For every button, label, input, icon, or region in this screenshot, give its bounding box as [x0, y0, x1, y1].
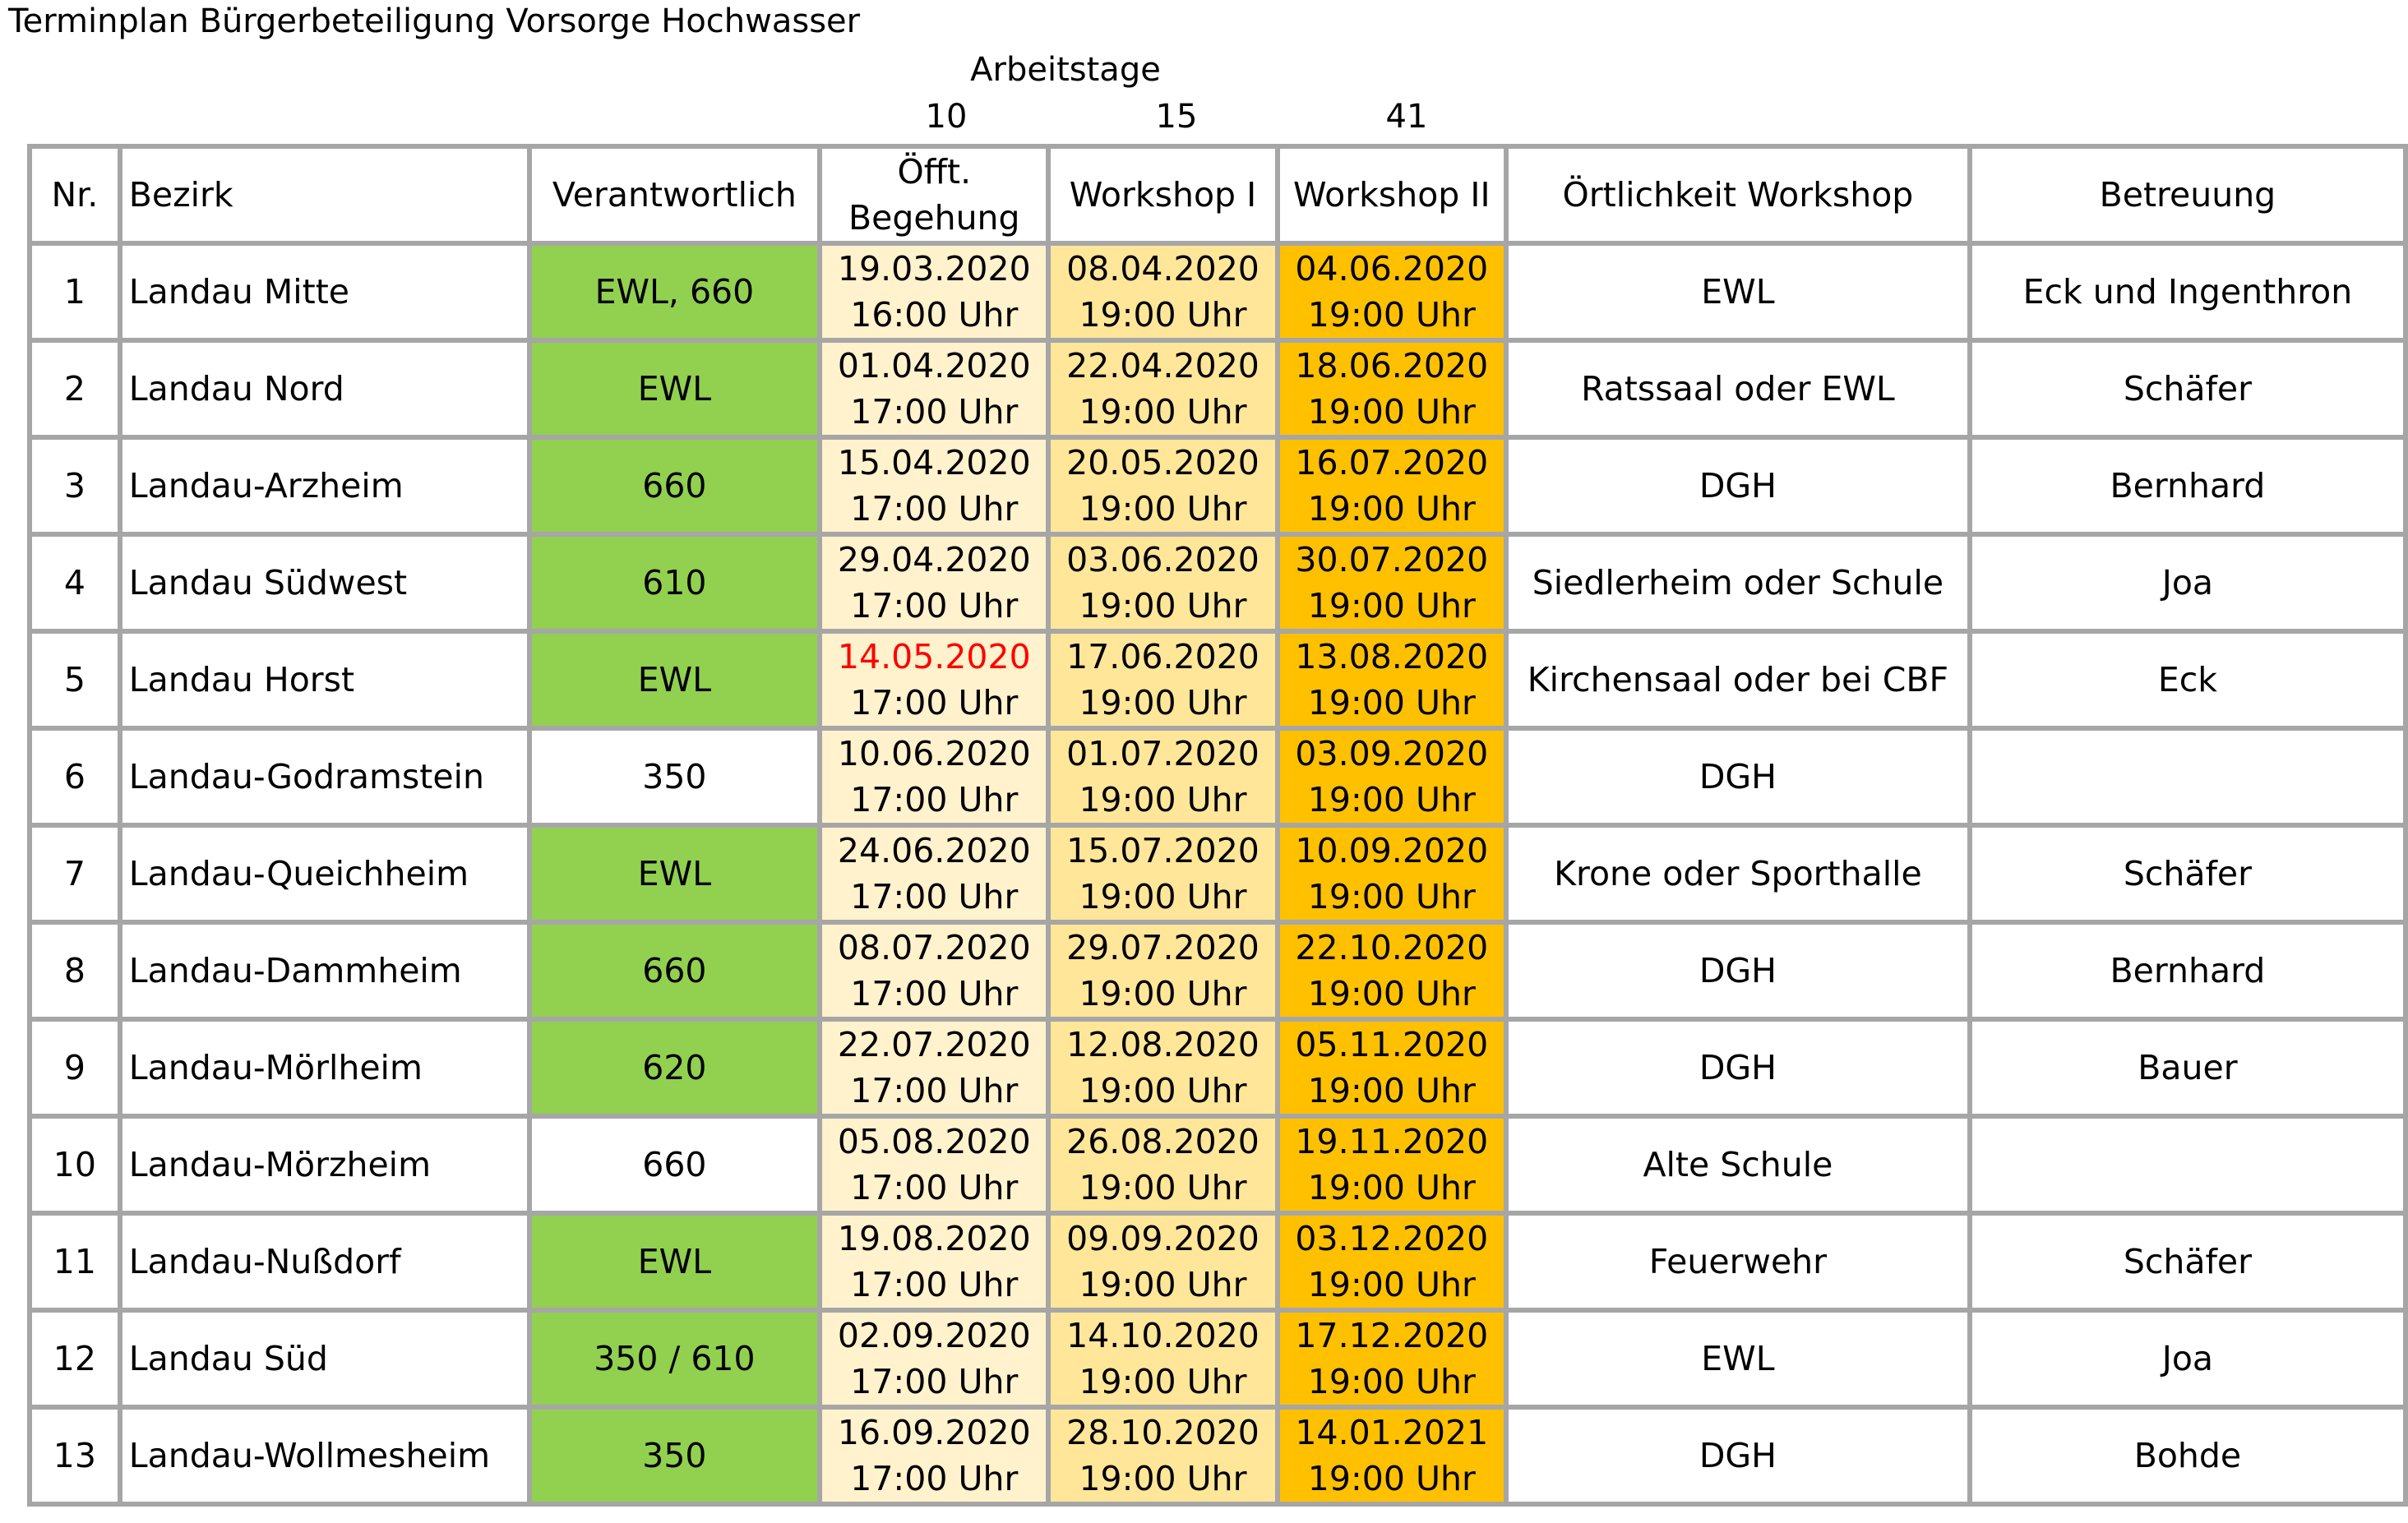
cell-workshop-1	[1048, 1019, 1277, 1116]
cell-begehung	[820, 1116, 1048, 1213]
cell-oertlichkeit: DGH	[1506, 728, 1970, 825]
cell-workshop-2	[1278, 340, 1506, 437]
table-row	[30, 631, 2406, 728]
workshop-2-date: 03.09.2020	[1295, 734, 1489, 773]
cell-verantwortlich: 610	[529, 534, 820, 631]
cell-workshop-2	[1278, 243, 1506, 340]
cell-workshop-1	[1048, 1213, 1277, 1310]
workshop-1-date: 15.07.2020	[1066, 831, 1259, 870]
cell-bezirk: Landau Horst	[120, 631, 529, 728]
table-row	[30, 340, 2406, 437]
begehung-time: 17:00 Uhr	[850, 1168, 1019, 1207]
table-row	[30, 534, 2406, 631]
begehung-date: 16.09.2020	[837, 1413, 1031, 1452]
workshop-1-time: 19:00 Uhr	[1079, 1168, 1247, 1207]
cell-bezirk: Landau Nord	[120, 340, 529, 437]
workshop-1-date: 20.05.2020	[1066, 443, 1259, 482]
cell-verantwortlich: EWL	[529, 1213, 820, 1310]
begehung-date: 19.08.2020	[837, 1219, 1031, 1258]
cell-oertlichkeit: Ratssaal oder EWL	[1506, 340, 1970, 437]
cell-bezirk: Landau-Queichheim	[120, 825, 529, 922]
cell-oertlichkeit: Krone oder Sporthalle	[1506, 825, 1970, 922]
begehung-date: 10.06.2020	[837, 734, 1031, 773]
cell-nr: 6	[30, 728, 120, 825]
workshop-1-date: 01.07.2020	[1066, 734, 1259, 773]
cell-workshop-2	[1278, 1116, 1506, 1213]
workshop-2-date: 30.07.2020	[1295, 540, 1489, 579]
begehung-time: 17:00 Uhr	[850, 683, 1019, 722]
table-row	[30, 1116, 2406, 1213]
workshop-2-date: 14.01.2021	[1295, 1413, 1489, 1452]
cell-oertlichkeit: DGH	[1506, 1407, 1970, 1504]
header-begehung-line1: Öfft.	[897, 152, 972, 192]
cell-oertlichkeit: Kirchensaal oder bei CBF	[1506, 631, 1970, 728]
page-title: Terminplan Bürgerbeteiligung Vorsorge Hochwasser	[8, 2, 861, 40]
begehung-date: 05.08.2020	[837, 1122, 1031, 1161]
cell-nr: 11	[30, 1213, 120, 1310]
workshop-2-date: 16.07.2020	[1295, 443, 1489, 482]
cell-bezirk: Landau Süd	[120, 1310, 529, 1407]
cell-begehung	[820, 1213, 1048, 1310]
workshop-2-time: 19:00 Uhr	[1307, 392, 1476, 432]
cell-bezirk: Landau Südwest	[120, 534, 529, 631]
cell-betreuung	[1970, 728, 2406, 825]
workshop-1-date: 03.06.2020	[1066, 540, 1259, 579]
cell-workshop-2	[1278, 437, 1506, 534]
arbeitstage-workshop-1: 15	[1155, 98, 1198, 136]
workshop-1-date: 22.04.2020	[1066, 346, 1259, 385]
workshop-2-date: 05.11.2020	[1295, 1025, 1489, 1064]
workshop-1-date: 14.10.2020	[1066, 1316, 1259, 1355]
begehung-date: 19.03.2020	[837, 249, 1031, 288]
cell-nr: 1	[30, 243, 120, 340]
cell-betreuung: Schäfer	[1970, 825, 2406, 922]
workshop-1-time: 19:00 Uhr	[1079, 877, 1247, 916]
cell-workshop-1	[1048, 437, 1277, 534]
begehung-time: 17:00 Uhr	[850, 1071, 1019, 1110]
cell-bezirk: Landau-Mörlheim	[120, 1019, 529, 1116]
workshop-1-date: 26.08.2020	[1066, 1122, 1259, 1161]
workshop-1-date: 28.10.2020	[1066, 1413, 1259, 1452]
begehung-date: 15.04.2020	[837, 443, 1031, 482]
header-workshop-2: Workshop II	[1278, 146, 1506, 243]
cell-nr: 5	[30, 631, 120, 728]
cell-betreuung: Eck	[1970, 631, 2406, 728]
cell-nr: 9	[30, 1019, 120, 1116]
cell-begehung	[820, 437, 1048, 534]
workshop-2-time: 19:00 Uhr	[1307, 1265, 1476, 1304]
cell-workshop-1	[1048, 631, 1277, 728]
workshop-1-time: 19:00 Uhr	[1079, 392, 1247, 432]
cell-begehung	[820, 825, 1048, 922]
header-verantwortlich: Verantwortlich	[529, 146, 820, 243]
workshop-2-time: 19:00 Uhr	[1307, 1362, 1476, 1401]
workshop-2-time: 19:00 Uhr	[1307, 974, 1476, 1013]
cell-betreuung: Bohde	[1970, 1407, 2406, 1504]
cell-workshop-1	[1048, 728, 1277, 825]
cell-verantwortlich: 660	[529, 437, 820, 534]
workshop-1-time: 19:00 Uhr	[1079, 1265, 1247, 1304]
cell-oertlichkeit: EWL	[1506, 1310, 1970, 1407]
workshop-2-date: 22.10.2020	[1295, 928, 1489, 967]
cell-bezirk: Landau Mitte	[120, 243, 529, 340]
cell-workshop-2	[1278, 728, 1506, 825]
cell-workshop-1	[1048, 1407, 1277, 1504]
begehung-time: 17:00 Uhr	[850, 392, 1019, 432]
begehung-time: 17:00 Uhr	[850, 877, 1019, 916]
cell-oertlichkeit: Alte Schule	[1506, 1116, 1970, 1213]
workshop-2-date: 17.12.2020	[1295, 1316, 1489, 1355]
cell-nr: 12	[30, 1310, 120, 1407]
cell-workshop-2	[1278, 631, 1506, 728]
arbeitstage-workshop-2: 41	[1385, 98, 1428, 136]
cell-bezirk: Landau-Godramstein	[120, 728, 529, 825]
workshop-1-time: 19:00 Uhr	[1079, 489, 1247, 528]
workshop-2-date: 04.06.2020	[1295, 249, 1489, 288]
workshop-1-date: 09.09.2020	[1066, 1219, 1259, 1258]
begehung-time: 17:00 Uhr	[850, 1362, 1019, 1401]
schedule-table	[27, 144, 2408, 1507]
cell-workshop-1	[1048, 534, 1277, 631]
header-row	[30, 146, 2406, 243]
cell-begehung	[820, 922, 1048, 1019]
cell-betreuung: Schäfer	[1970, 1213, 2406, 1310]
workshop-2-time: 19:00 Uhr	[1307, 295, 1476, 335]
workshop-1-time: 19:00 Uhr	[1079, 1071, 1247, 1110]
table-row	[30, 243, 2406, 340]
table-row	[30, 825, 2406, 922]
workshop-2-time: 19:00 Uhr	[1307, 780, 1476, 819]
cell-begehung	[820, 243, 1048, 340]
table-row	[30, 1213, 2406, 1310]
workshop-2-time: 19:00 Uhr	[1307, 877, 1476, 916]
header-nr: Nr.	[30, 146, 120, 243]
cell-oertlichkeit: DGH	[1506, 437, 1970, 534]
workshop-1-time: 19:00 Uhr	[1079, 586, 1247, 625]
cell-bezirk: Landau-Arzheim	[120, 437, 529, 534]
header-workshop-1: Workshop I	[1048, 146, 1277, 243]
workshop-1-time: 19:00 Uhr	[1079, 1362, 1247, 1401]
cell-verantwortlich: 350	[529, 1407, 820, 1504]
cell-oertlichkeit: Feuerwehr	[1506, 1213, 1970, 1310]
workshop-2-date: 19.11.2020	[1295, 1122, 1489, 1161]
cell-verantwortlich: EWL	[529, 340, 820, 437]
header-betreuung: Betreuung	[1970, 146, 2406, 243]
cell-begehung	[820, 728, 1048, 825]
cell-bezirk: Landau-Wollmesheim	[120, 1407, 529, 1504]
cell-bezirk: Landau-Nußdorf	[120, 1213, 529, 1310]
cell-verantwortlich: 350 / 610	[529, 1310, 820, 1407]
workshop-2-date: 13.08.2020	[1295, 637, 1489, 676]
cell-oertlichkeit: DGH	[1506, 922, 1970, 1019]
cell-verantwortlich: 620	[529, 1019, 820, 1116]
cell-nr: 10	[30, 1116, 120, 1213]
cell-begehung	[820, 1310, 1048, 1407]
workshop-1-date: 12.08.2020	[1066, 1025, 1259, 1064]
begehung-date: 08.07.2020	[837, 928, 1031, 967]
workshop-1-time: 19:00 Uhr	[1079, 780, 1247, 819]
begehung-time: 17:00 Uhr	[850, 1459, 1019, 1498]
table-row	[30, 728, 2406, 825]
cell-oertlichkeit: Siedlerheim oder Schule	[1506, 534, 1970, 631]
workshop-2-time: 19:00 Uhr	[1307, 1168, 1476, 1207]
begehung-date: 02.09.2020	[837, 1316, 1031, 1355]
begehung-time: 16:00 Uhr	[850, 295, 1019, 335]
begehung-time: 17:00 Uhr	[850, 974, 1019, 1013]
cell-workshop-1	[1048, 825, 1277, 922]
cell-bezirk: Landau-Mörzheim	[120, 1116, 529, 1213]
cell-nr: 7	[30, 825, 120, 922]
cell-workshop-1	[1048, 1310, 1277, 1407]
cell-betreuung: Schäfer	[1970, 340, 2406, 437]
header-oertlichkeit: Örtlichkeit Workshop	[1506, 146, 1970, 243]
table-row	[30, 1310, 2406, 1407]
cell-workshop-2	[1278, 825, 1506, 922]
begehung-date: 14.05.2020	[837, 637, 1031, 676]
cell-begehung	[820, 340, 1048, 437]
arbeitstage-label: Arbeitstage	[970, 51, 1161, 89]
begehung-date: 24.06.2020	[837, 831, 1031, 870]
cell-nr: 3	[30, 437, 120, 534]
table-row	[30, 437, 2406, 534]
workshop-1-date: 17.06.2020	[1066, 637, 1259, 676]
begehung-date: 29.04.2020	[837, 540, 1031, 579]
begehung-date: 22.07.2020	[837, 1025, 1031, 1064]
cell-workshop-1	[1048, 1116, 1277, 1213]
begehung-date: 01.04.2020	[837, 346, 1031, 385]
table-row	[30, 1019, 2406, 1116]
begehung-time: 17:00 Uhr	[850, 489, 1019, 528]
cell-bezirk: Landau-Dammheim	[120, 922, 529, 1019]
workshop-1-time: 19:00 Uhr	[1079, 1459, 1247, 1498]
cell-workshop-2	[1278, 1407, 1506, 1504]
cell-workshop-1	[1048, 922, 1277, 1019]
cell-betreuung: Eck und Ingenthron	[1970, 243, 2406, 340]
cell-verantwortlich: EWL	[529, 631, 820, 728]
cell-verantwortlich: 660	[529, 1116, 820, 1213]
workshop-1-date: 29.07.2020	[1066, 928, 1259, 967]
arbeitstage-begehung: 10	[925, 98, 968, 136]
workshop-2-date: 03.12.2020	[1295, 1219, 1489, 1258]
cell-begehung	[820, 534, 1048, 631]
cell-nr: 2	[30, 340, 120, 437]
cell-workshop-1	[1048, 243, 1277, 340]
cell-verantwortlich: 660	[529, 922, 820, 1019]
cell-oertlichkeit: EWL	[1506, 243, 1970, 340]
cell-workshop-2	[1278, 534, 1506, 631]
cell-nr: 4	[30, 534, 120, 631]
table-row	[30, 922, 2406, 1019]
header-bezirk: Bezirk	[120, 146, 529, 243]
workshop-2-time: 19:00 Uhr	[1307, 586, 1476, 625]
workshop-2-time: 19:00 Uhr	[1307, 1071, 1476, 1110]
workshop-2-time: 19:00 Uhr	[1307, 489, 1476, 528]
workshop-2-date: 18.06.2020	[1295, 346, 1489, 385]
workshop-1-time: 19:00 Uhr	[1079, 974, 1247, 1013]
cell-begehung	[820, 631, 1048, 728]
cell-workshop-2	[1278, 1213, 1506, 1310]
header-begehung	[820, 146, 1048, 243]
begehung-time: 17:00 Uhr	[850, 1265, 1019, 1304]
cell-begehung	[820, 1407, 1048, 1504]
cell-workshop-2	[1278, 1310, 1506, 1407]
cell-workshop-2	[1278, 922, 1506, 1019]
cell-verantwortlich: EWL, 660	[529, 243, 820, 340]
cell-workshop-2	[1278, 1019, 1506, 1116]
cell-verantwortlich: 350	[529, 728, 820, 825]
cell-verantwortlich: EWL	[529, 825, 820, 922]
cell-betreuung: Joa	[1970, 534, 2406, 631]
workshop-2-date: 10.09.2020	[1295, 831, 1489, 870]
workshop-2-time: 19:00 Uhr	[1307, 1459, 1476, 1498]
cell-betreuung: Joa	[1970, 1310, 2406, 1407]
workshop-1-time: 19:00 Uhr	[1079, 295, 1247, 335]
cell-workshop-1	[1048, 340, 1277, 437]
begehung-time: 17:00 Uhr	[850, 586, 1019, 625]
begehung-time: 17:00 Uhr	[850, 780, 1019, 819]
workshop-1-time: 19:00 Uhr	[1079, 683, 1247, 722]
cell-betreuung: Bernhard	[1970, 922, 2406, 1019]
cell-betreuung: Bauer	[1970, 1019, 2406, 1116]
cell-betreuung: Bernhard	[1970, 437, 2406, 534]
cell-begehung	[820, 1019, 1048, 1116]
cell-oertlichkeit: DGH	[1506, 1019, 1970, 1116]
workshop-2-time: 19:00 Uhr	[1307, 683, 1476, 722]
cell-betreuung	[1970, 1116, 2406, 1213]
workshop-1-date: 08.04.2020	[1066, 249, 1259, 288]
table-row	[30, 1407, 2406, 1504]
cell-nr: 13	[30, 1407, 120, 1504]
header-begehung-line2: Begehung	[848, 198, 1020, 238]
cell-nr: 8	[30, 922, 120, 1019]
